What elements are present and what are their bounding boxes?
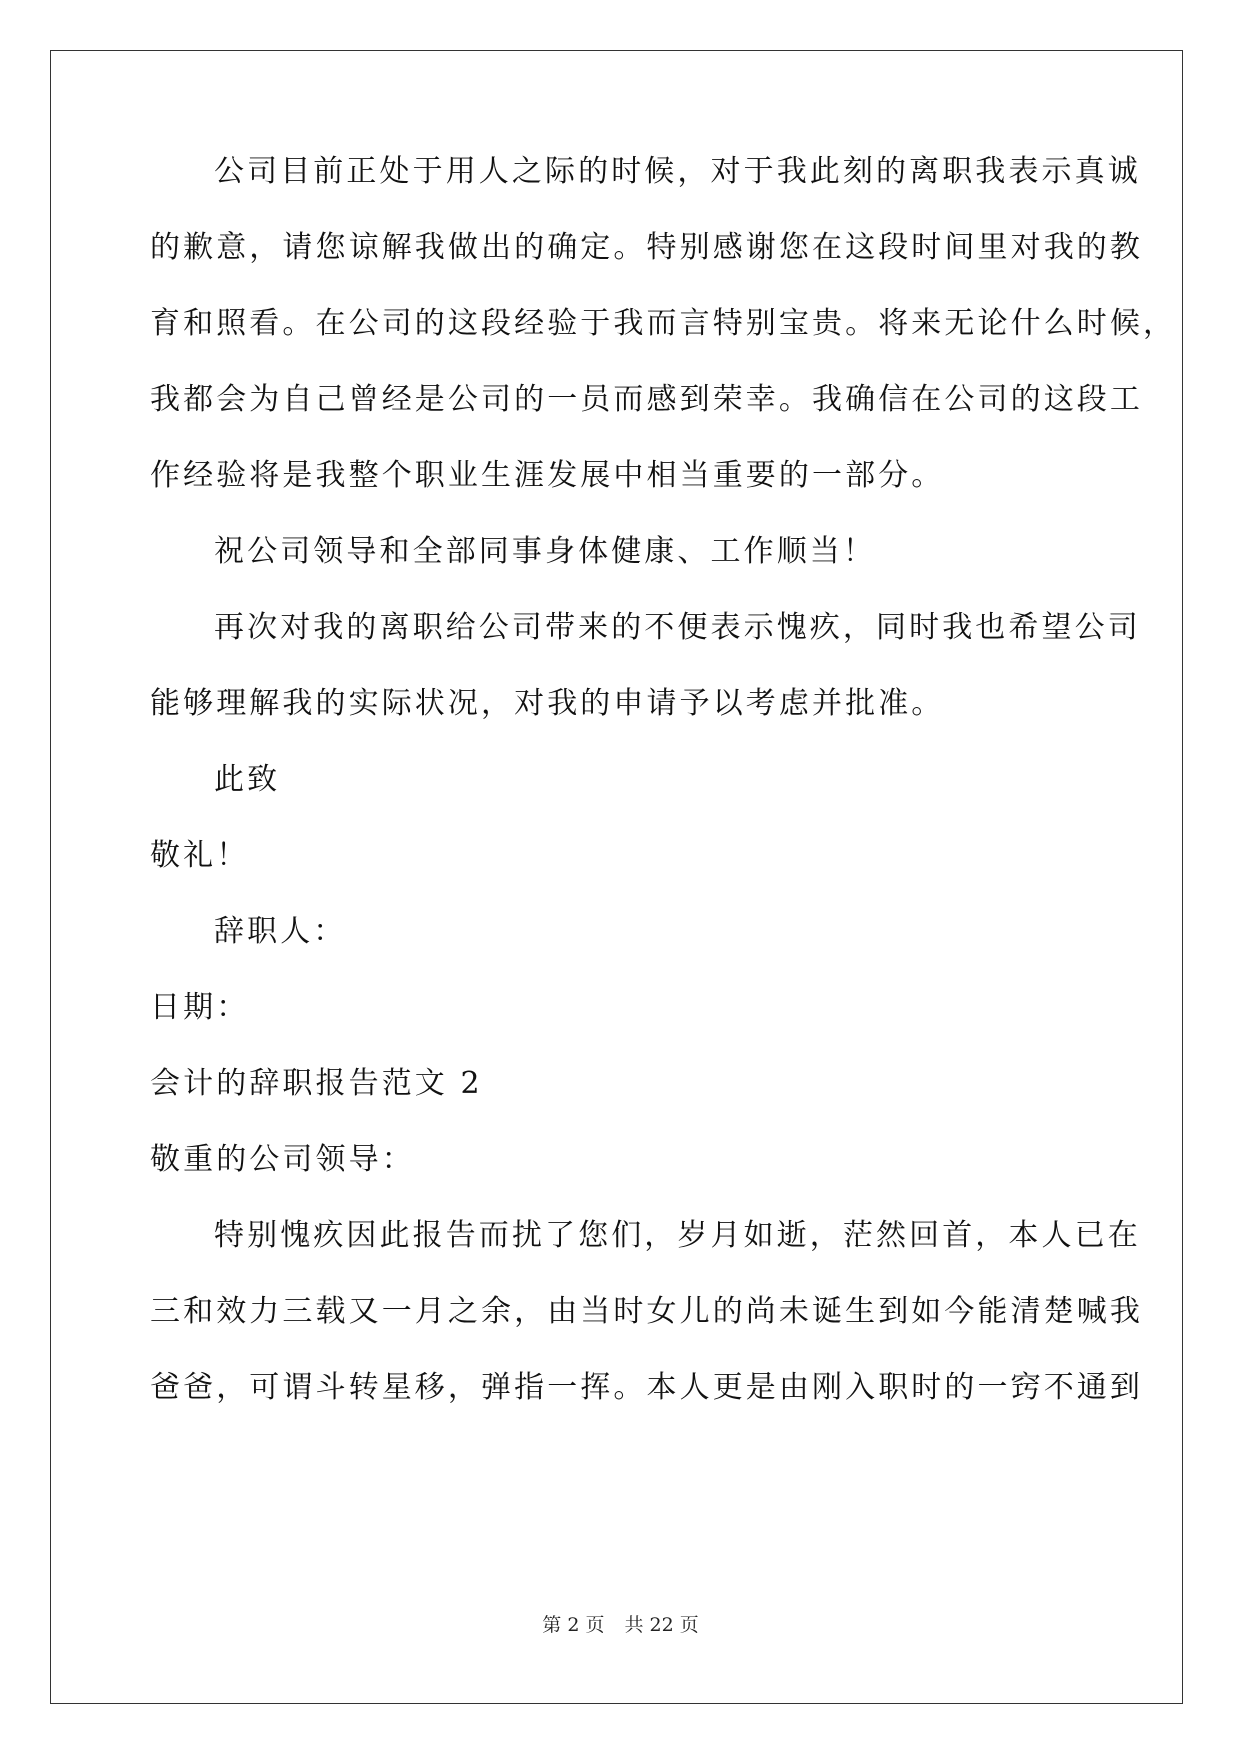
closing-salutation: 此致 xyxy=(214,762,281,797)
paragraph-line: 能够理解我的实际状况，对我的申请予以考虑并批准。 xyxy=(150,686,945,721)
paragraph-line: 特别愧疚因此报告而扰了您们，岁月如逝，茫然回首，本人已在 xyxy=(214,1218,1141,1253)
paragraph-line: 我都会为自己曾经是公司的一员而感到荣幸。我确信在公司的这段工 xyxy=(150,382,1143,417)
paragraph-line: 作经验将是我整个职业生涯发展中相当重要的一部分。 xyxy=(150,458,945,493)
paragraph-line: 的歉意，请您谅解我做出的确定。特别感谢您在这段时间里对我的教 xyxy=(150,230,1143,265)
page-total: 共 22 页 xyxy=(624,1614,699,1636)
paragraph-line: 三和效力三载又一月之余，由当时女儿的尚未诞生到如今能清楚喊我 xyxy=(150,1294,1143,1329)
signature-label: 辞职人： xyxy=(214,914,347,949)
page-footer xyxy=(0,1613,1241,1637)
page-border xyxy=(50,50,1183,1704)
paragraph-line: 育和照看。在公司的这段经验于我而言特别宝贵。将来无论什么时候， xyxy=(150,306,1177,341)
paragraph-line: 再次对我的离职给公司带来的不便表示愧疚，同时我也希望公司 xyxy=(214,610,1141,645)
date-label: 日期： xyxy=(150,990,250,1025)
paragraph-line: 爸爸，可谓斗转星移，弹指一挥。本人更是由刚入职时的一窍不通到 xyxy=(150,1370,1143,1405)
section-title: 会计的辞职报告范文 2 xyxy=(150,1066,483,1101)
page-number: 第 2 页 xyxy=(542,1614,605,1636)
closing-regards: 敬礼！ xyxy=(150,838,250,873)
paragraph-line: 公司目前正处于用人之际的时候，对于我此刻的离职我表示真诚 xyxy=(214,154,1141,189)
greeting: 敬重的公司领导： xyxy=(150,1142,415,1177)
paragraph-line: 祝公司领导和全部同事身体健康、工作顺当！ xyxy=(214,534,876,569)
